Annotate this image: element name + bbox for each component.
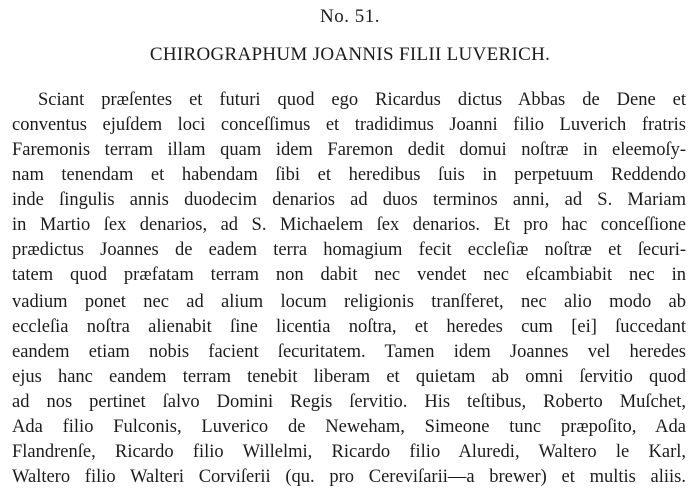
text-line: inde ſingulis annis duodecim denarios ad duos terminos anni, ad S. Mariam <box>12 190 686 210</box>
text-line: Waltero filio Walteri Corviſerii (qu. pro Cereviſarii—a brewer) et multis aliis. <box>12 467 686 487</box>
text-line: ejus hanc eandem terram tenebit liberam et quietam ab omni ſervitio quod <box>12 367 686 387</box>
text-line: prædictus Joannes de eadem terra homagium fecit eccleſiæ noſtræ et ſecuri- <box>12 240 686 260</box>
text-line: ad nos pertinet ſalvo Domini Regis ſervitio. His teſtibus, Roberto Muſchet, <box>12 392 686 412</box>
text-line: nam tenendam et habendam ſibi et heredibus ſuis in perpetuum Reddendo <box>12 165 686 185</box>
text-line: Flandrenſe, Ricardo filio Willelmi, Ricardo filio Aluredi, Waltero le Karl, <box>12 442 686 462</box>
text-line: vadium ponet nec ad alium locum religionis tranſferet, nec alio modo ab <box>12 292 686 312</box>
text-line: eccleſia noſtra alienabit ſine licentia noſtra, et heredes cum [ei] ſuccedant <box>12 317 686 337</box>
text-line: tatem quod præfatam terram non dabit nec vendet nec eſcambiabit nec in <box>12 265 686 285</box>
text-line: Faremonis terram illam quam idem Faremon dedit domui noſtræ in eleemoſy- <box>12 140 686 160</box>
document-number: No. 51. <box>320 6 380 27</box>
text-line: in Martio ſex denarios, ad S. Michaelem ſex denarios. Et pro hac conceſſione <box>12 215 686 235</box>
text-line: eandem etiam nobis facient ſecuritatem. Tamen idem Joannes vel heredes <box>12 342 686 362</box>
text-line: conventus ejuſdem loci conceſſimus et tradidimus Joanni filio Luverich fratris <box>12 115 686 135</box>
text-line: Ada filio Fulconis, Luverico de Neweham, Simeone tunc præpoſito, Ada <box>12 417 686 437</box>
document-title: CHIROGRAPHUM JOANNIS FILII LUVERICH. <box>149 44 551 65</box>
text-line: Sciant præſentes et futuri quod ego Ricardus dictus Abbas de Dene et <box>38 90 686 110</box>
